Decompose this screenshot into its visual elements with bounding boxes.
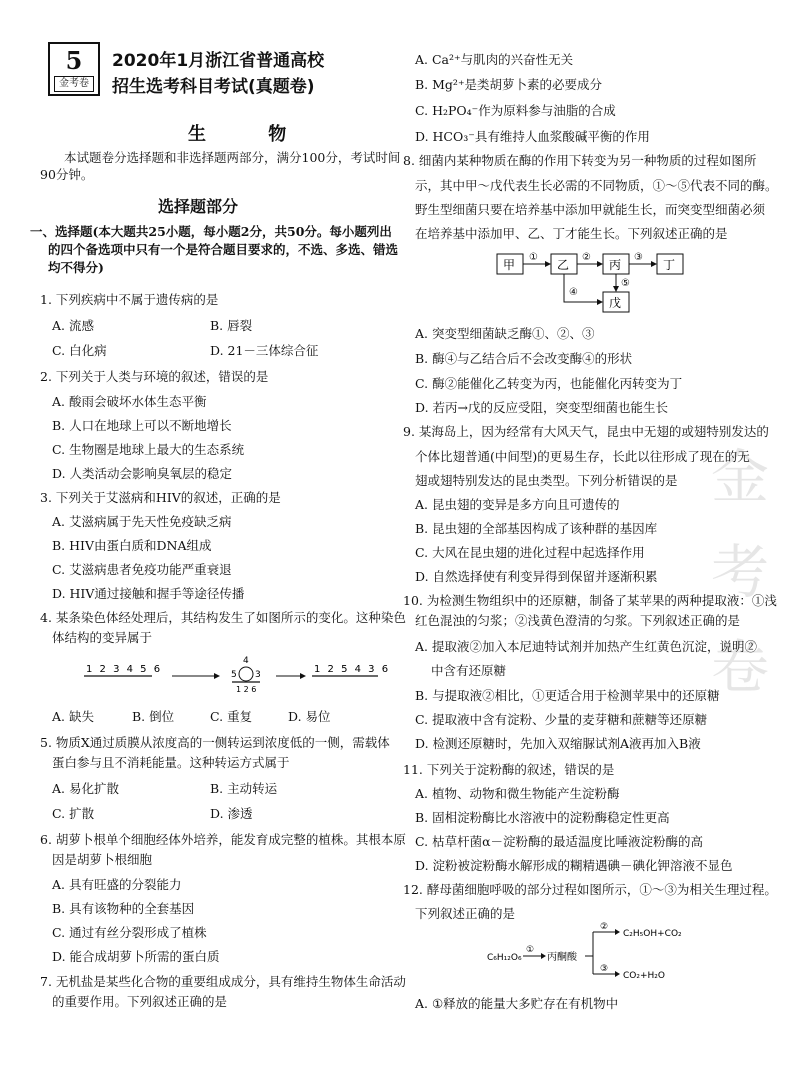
enzyme-pathway-figure [493, 250, 703, 316]
q11-option-c: C. 枯草杆菌α－淀粉酶的最适温度比唾液淀粉酶的高 [415, 834, 704, 849]
q7-option-d: D. HCO₃⁻具有维持人血浆酸碱平衡的作用 [415, 129, 650, 144]
q3-option-a: A. 艾滋病属于先天性免疫缺乏病 [52, 514, 232, 529]
q8-option-c: C. 酶②能催化乙转变为丙，也能催化丙转变为丁 [415, 376, 683, 391]
q10-option-b: B. 与提取液②相比，①更适合用于检测苹果中的还原糖 [415, 688, 720, 703]
q1-option-b: B. 唇裂 [210, 318, 253, 333]
q1-option-c: C. 白化病 [52, 343, 107, 358]
q8-stem-line1: 8. 细菌内某种物质在酶的作用下转变为另一种物质的过程如图所 [403, 153, 757, 168]
q5-option-d: D. 渗透 [210, 806, 253, 821]
left-column [30, 0, 406, 1067]
q4-option-d: D. 易位 [288, 709, 331, 724]
pyruvate-label: 丙酮酸 [547, 952, 577, 963]
q3-option-c: C. 艾滋病患者免疫功能严重衰退 [52, 562, 232, 577]
exam-title-line1: 2020年1月浙江省普通高校 [112, 51, 325, 71]
q5-option-c: C. 扩散 [52, 806, 95, 821]
q9-option-a: A. 昆虫翅的变异是多方向且可遗传的 [415, 497, 620, 512]
label-ding: 丁 [663, 258, 676, 272]
q2-option-c: C. 生物圈是地球上最大的生态系统 [52, 442, 245, 457]
chromosome-after-label: 1 2 5 4 3 6 [314, 664, 391, 675]
aerobic-product-label: CO₂+H₂O [623, 971, 665, 981]
exam-badge [48, 42, 100, 96]
subject-title: 生 物 [188, 124, 315, 145]
q3-stem: 3. 下列关于艾滋病和HIV的叙述，正确的是 [40, 490, 281, 505]
part-instructions-line3: 均不得分) [48, 260, 104, 275]
q12-stem-line1: 12. 酵母菌细胞呼吸的部分过程如图所示，①～③为相关生理过程。 [403, 882, 777, 897]
q8-stem-line4: 在培养基中添加甲、乙、丁才能生长。下列叙述正确的是 [415, 226, 728, 241]
glucose-label: C₆H₁₂O₆ [487, 953, 522, 963]
q8-option-b: B. 酶④与乙结合后不会改变酶④的形状 [415, 351, 633, 366]
q6-option-a: A. 具有旺盛的分裂能力 [52, 877, 182, 892]
q4-stem-line2: 体结构的变异属于 [52, 630, 153, 645]
q12-stem-line2: 下列叙述正确的是 [415, 906, 516, 921]
q1-option-d: D. 21－三体综合征 [210, 343, 319, 358]
q2-option-a: A. 酸雨会破坏水体生态平衡 [52, 394, 207, 409]
q5-option-a: A. 易化扩散 [52, 781, 119, 796]
q9-stem-line2: 个体比翅普通(中间型)的更易生存，长此以往形成了现在的无 [415, 449, 750, 464]
q3-option-d: D. HIV通过接触和握手等途径传播 [52, 586, 245, 601]
process-3-label: ③ [600, 964, 609, 974]
part-instructions-line2: 的四个备选项中只有一个是符合题目要求的，不选、多选、错选 [48, 242, 399, 257]
enzyme-3-label: ③ [634, 252, 643, 263]
intro-line1: 本试题卷分选择题和非选择题两部分，满分100分，考试时间 [64, 150, 401, 165]
arrow-head-yi-bing [597, 261, 603, 267]
q4-option-b: B. 倒位 [132, 709, 175, 724]
q5-option-b: B. 主动转运 [210, 781, 278, 796]
label-yi: 乙 [557, 258, 570, 272]
arrow-head-jia-yi [545, 261, 551, 267]
q10-option-a-line2: 中含有还原糖 [431, 663, 507, 678]
label-jia: 甲 [503, 258, 516, 272]
q5-stem-line1: 5. 物质X通过质膜从浓度高的一侧转运到浓度低的一侧，需载体 [40, 735, 390, 750]
badge-number: 5 [65, 46, 83, 75]
q4-option-a: A. 缺失 [52, 709, 94, 724]
enzyme-1-label: ① [529, 252, 538, 263]
ethanol-product-label: C₂H₅OH+CO₂ [623, 929, 682, 939]
q9-option-b: B. 昆虫翅的全部基因构成了该种群的基因库 [415, 521, 658, 536]
q8-option-d: D. 若丙→戊的反应受阻，突变型细菌也能生长 [415, 400, 668, 415]
q7-option-c: C. H₂PO₄⁻作为原料参与油脂的合成 [415, 103, 616, 118]
part-instructions-line1: 一、选择题(本大题共25小题，每小题2分，共50分。每小题列出 [30, 224, 392, 239]
q8-stem-line3: 野生型细菌只要在培养基中添加甲就能生长，而突变型细菌必须 [415, 202, 766, 217]
arrow-head-1 [214, 673, 220, 679]
enzyme-4-label: ④ [569, 287, 578, 298]
q9-stem-line3: 翅或翅特别发达的昆虫类型。下列分析错误的是 [415, 473, 678, 488]
q6-option-c: C. 通过有丝分裂形成了植株 [52, 925, 207, 940]
q2-option-b: B. 人口在地球上可以不断地增长 [52, 418, 232, 433]
exam-title-line2: 招生选考科目考试(真题卷) [112, 77, 315, 97]
arrow-head-glucose-pyruvate [541, 953, 546, 959]
label-wu: 戊 [609, 296, 622, 310]
q1-option-a: A. 流感 [52, 318, 94, 333]
chromosome-before-label: 1 2 3 4 5 6 [86, 664, 163, 675]
q8-option-a: A. 突变型细菌缺乏酶①、②、③ [415, 326, 595, 341]
chromosome-loop [239, 667, 253, 681]
q11-option-b: B. 固相淀粉酶比水溶液中的淀粉酶稳定性更高 [415, 810, 670, 825]
q10-option-c: C. 提取液中含有淀粉、少量的麦芽糖和蔗糖等还原糖 [415, 712, 708, 727]
enzyme-2-label: ② [582, 252, 591, 263]
loop-label-bottom: 1 2 6 [236, 685, 257, 694]
q9-option-d: D. 自然选择使有利变异得到保留并逐渐积累 [415, 569, 658, 584]
right-column [403, 0, 778, 1067]
q11-stem: 11. 下列关于淀粉酶的叙述，错误的是 [403, 762, 615, 777]
q6-stem-line2: 因是胡萝卜根细胞 [52, 852, 153, 867]
q10-stem-line2: 红色混浊的匀浆；②浅黄色澄清的匀浆。下列叙述正确的是 [415, 613, 741, 628]
q9-option-c: C. 大风在昆虫翅的进化过程中起选择作用 [415, 545, 645, 560]
watermark: 金考卷 [710, 443, 769, 701]
label-bing: 丙 [609, 258, 622, 272]
loop-label-top: 4 [243, 656, 249, 666]
arrow-head-ethanol [615, 929, 620, 935]
q4-option-c: C. 重复 [210, 709, 253, 724]
q1-stem: 1. 下列疾病中不属于遗传病的是 [40, 292, 219, 307]
q4-stem-line1: 4. 某条染色体经处理后，其结构发生了如图所示的变化。这种染色 [40, 610, 406, 625]
q7-option-b: B. Mg²⁺是类胡萝卜素的必要成分 [415, 77, 603, 92]
arrow-head-2 [300, 673, 306, 679]
q12-option-a: A. ①释放的能量大多贮存在有机物中 [415, 996, 619, 1011]
enzyme-5-label: ⑤ [621, 278, 630, 289]
q11-option-a: A. 植物、动物和微生物能产生淀粉酶 [415, 786, 620, 801]
q8-stem-line2: 示，其中甲～戊代表生长必需的不同物质，①～⑤代表不同的酶。 [415, 178, 778, 193]
section-title: 选择题部分 [158, 197, 239, 216]
respiration-figure [483, 922, 733, 986]
arrow-head-bing-wu [613, 286, 619, 292]
q7-option-a: A. Ca²⁺与肌肉的兴奋性无关 [415, 52, 574, 67]
loop-label-left: 5 [231, 670, 237, 680]
q10-option-a-line1: A. 提取液②加入本尼迪特试剂并加热产生红黄色沉淀，说明② [415, 639, 757, 654]
intro-line2: 90分钟。 [40, 167, 94, 182]
chromosome-figure [80, 652, 391, 700]
q11-option-d: D. 淀粉被淀粉酶水解形成的糊精遇碘－碘化钾溶液不显色 [415, 858, 733, 873]
q6-stem-line1: 6. 胡萝卜根单个细胞经体外培养，能发育成完整的植株。其根本原 [40, 832, 406, 847]
badge-label: 金考卷 [54, 76, 94, 92]
q10-stem-line1: 10. 为检测生物组织中的还原糖，制备了某苹果的两种提取液：①浅 [403, 593, 777, 608]
arrow-head-bing-ding [651, 261, 657, 267]
arrow-head-yi-wu [597, 299, 603, 305]
q6-option-b: B. 具有该物种的全套基因 [52, 901, 195, 916]
q7-stem-line2: 的重要作用。下列叙述正确的是 [52, 994, 228, 1009]
q5-stem-line2: 蛋白参与且不消耗能量。这种转运方式属于 [52, 755, 290, 770]
loop-label-right: 3 [255, 670, 261, 680]
q2-stem: 2. 下列关于人类与环境的叙述，错误的是 [40, 369, 269, 384]
q7-stem-line1: 7. 无机盐是某些化合物的重要组成成分，具有维持生物体生命活动 [40, 974, 406, 989]
q2-option-d: D. 人类活动会影响臭氧层的稳定 [52, 466, 233, 481]
q3-option-b: B. HIV由蛋白质和DNA组成 [52, 538, 212, 553]
q6-option-d: D. 能合成胡萝卜所需的蛋白质 [52, 949, 220, 964]
q10-option-d: D. 检测还原糖时，先加入双缩脲试剂A液再加入B液 [415, 736, 701, 751]
process-1-label: ① [526, 945, 535, 955]
q9-stem-line1: 9. 某海岛上，因为经常有大风天气，昆虫中无翅的或翅特别发达的 [403, 424, 769, 439]
process-2-label: ② [600, 922, 609, 932]
arrow-head-co2 [615, 971, 620, 977]
